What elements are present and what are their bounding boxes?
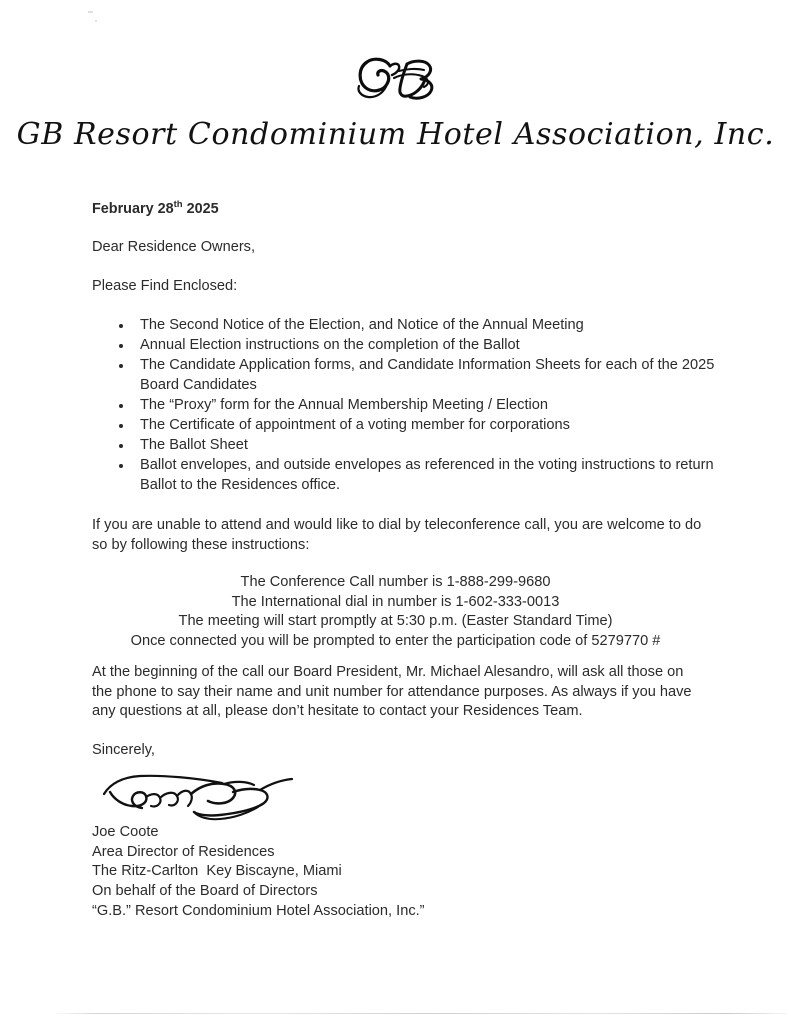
gb-monogram-icon	[350, 52, 442, 108]
enclosures-lead: Please Find Enclosed:	[92, 278, 238, 294]
international-dial-in-number: The International dial in number is 1-602-333-0013	[231, 593, 560, 610]
signer-association: “G.B.” Resort Condominium Hotel Association, Inc.”	[92, 902, 425, 919]
signature-icon	[100, 772, 310, 824]
list-item: Annual Election instructions on the completion of the Ballot	[140, 336, 752, 356]
signer-name: Joe Coote	[92, 824, 159, 840]
list-item: The Second Notice of the Election, and Notice of the Annual Meeting	[140, 316, 752, 336]
enclosures-list	[92, 316, 752, 496]
conference-call-number: The Conference Call number is 1-888-299-9680	[240, 574, 551, 590]
date-year: 2025	[186, 201, 219, 217]
conference-call-details	[0, 573, 791, 651]
participation-code: Once connected you will be prompted to enter the participation code of 5279770 #	[130, 632, 661, 649]
meeting-start-time: The meeting will start promptly at 5:30 p.m. (Easter Standard Time)	[178, 613, 613, 630]
signer-title: Area Director of Residences	[92, 843, 275, 860]
signer-property: The Ritz-Carlton Key Biscayne, Miami	[92, 863, 342, 880]
teleconference-paragraph: If you are unable to attend and would like to dial by teleconference call, you are welcome to do so by following these instructions:	[92, 517, 702, 553]
list-item: The Candidate Application forms, and Candidate Information Sheets for each of the 2025 Board Candidates	[140, 356, 752, 395]
list-item: The “Proxy” form for the Annual Membership Meeting / Election	[140, 396, 752, 416]
list-item: Ballot envelopes, and outside envelopes as referenced in the voting instructions to return Ballot to the Residences office.	[140, 456, 752, 495]
gb-monogram-logo	[0, 52, 791, 108]
scan-line-artifact	[52, 1013, 787, 1014]
date-ordinal-suffix: th	[173, 199, 183, 211]
list-item: The Certificate of appointment of a voting member for corporations	[140, 416, 752, 436]
scan-speckle	[95, 20, 97, 22]
letterhead-title: GB Resort Condominium Hotel Association, Inc.	[16, 117, 775, 152]
salutation: Dear Residence Owners,	[92, 239, 256, 255]
letter-date	[92, 200, 704, 219]
signature-image	[100, 772, 310, 824]
signature-block	[92, 823, 704, 922]
date-month-day: February 28	[92, 201, 174, 217]
closing-paragraph: At the beginning of the call our Board President, Mr. Michael Alesandro, will ask all those on the phone to say their name and unit number for attendance purposes. As always if you have any questions at all, please don’t hesitate to contact your Residences Team.	[92, 664, 692, 719]
sincerely-line: Sincerely,	[92, 742, 155, 758]
signer-on-behalf: On behalf of the Board of Directors	[92, 883, 318, 900]
scan-speckle	[88, 11, 93, 13]
list-item: The Ballot Sheet	[140, 436, 752, 456]
